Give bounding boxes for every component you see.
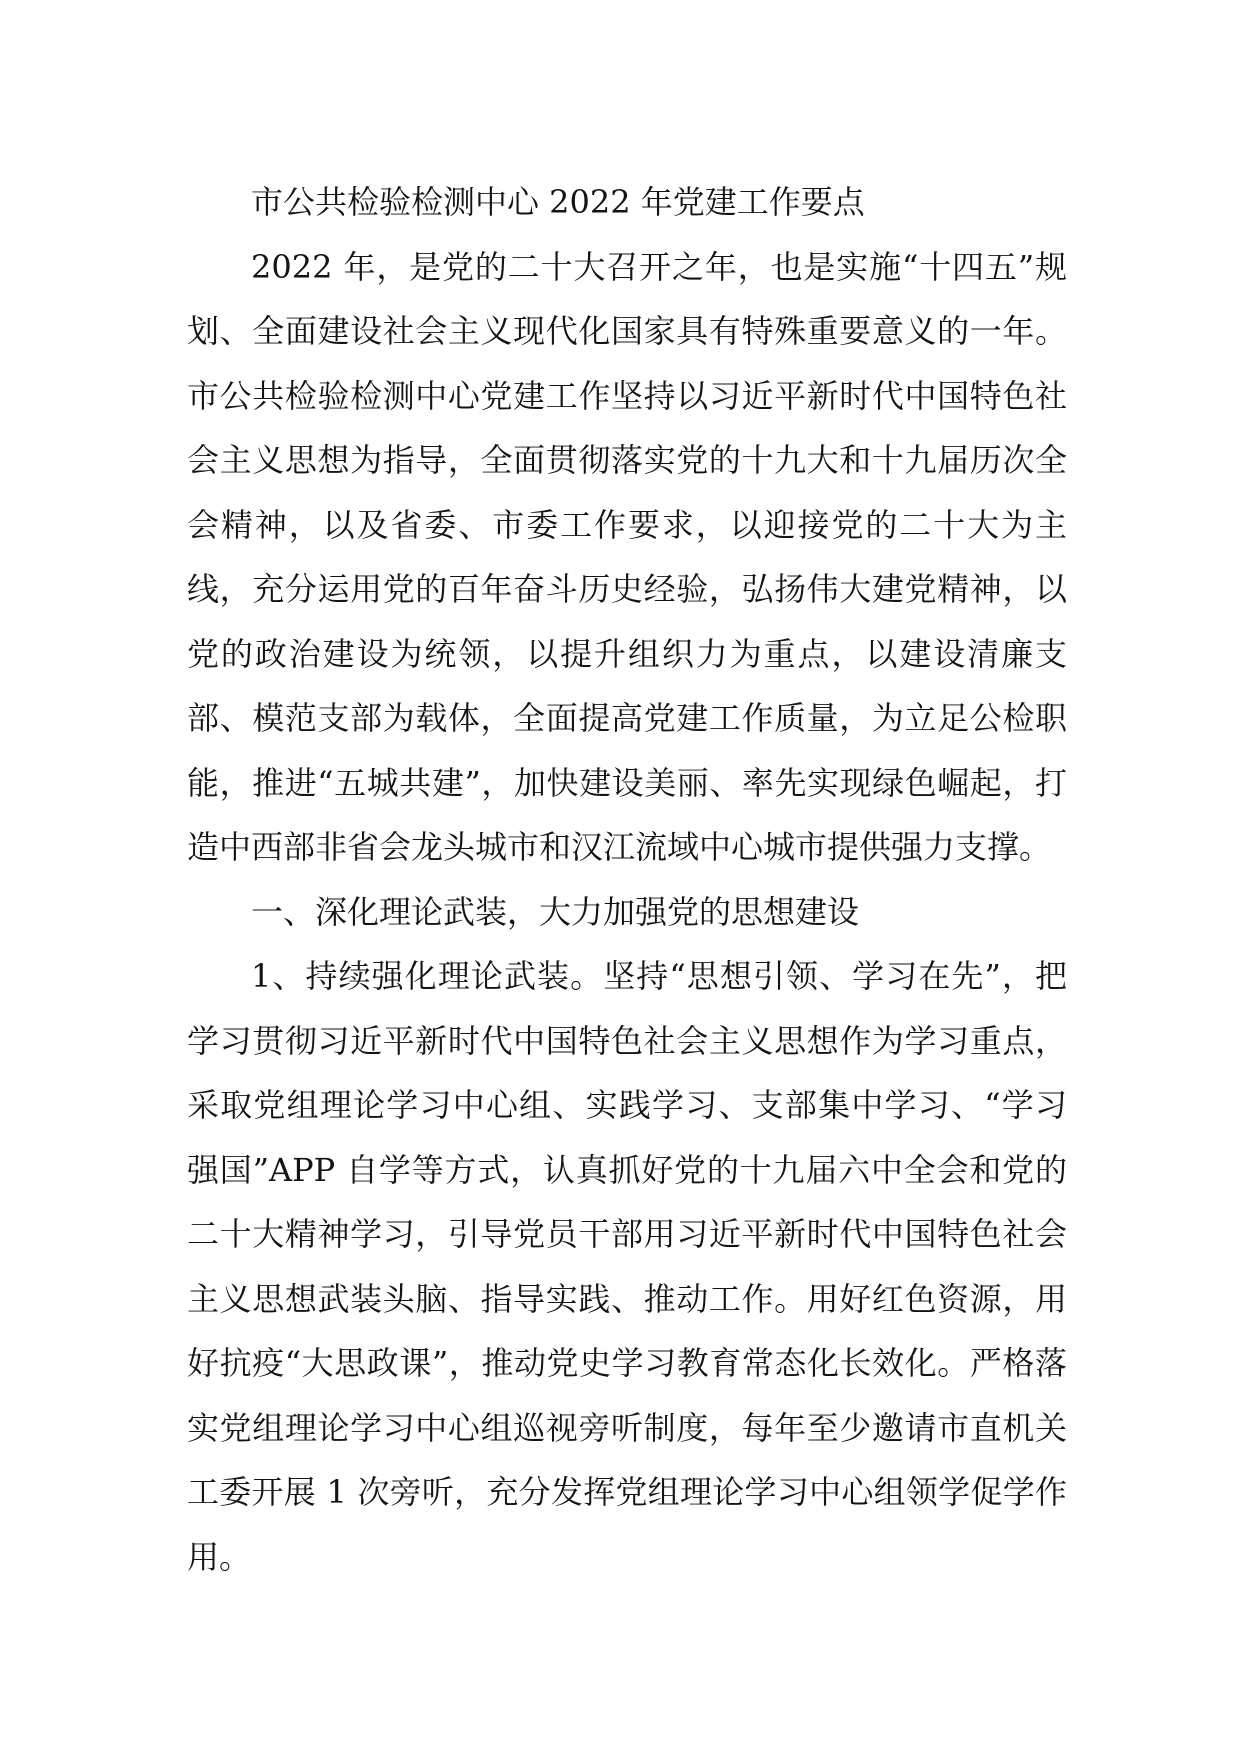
section-heading: 一、深化理论武装，大力加强党的思想建设 <box>251 892 860 931</box>
document-title: 市公共检验检测中心 2022 年党建工作要点 <box>251 183 865 221</box>
paragraph-intro: 2022 年，是党的二十大召开之年，也是实施“十四五”规划、全面建设社会主义现代化国家具有特殊重要意义的一年。市公共检验检测中心党建工作坚持以习近平新时代中国特色社会主义思想为指导，全面贯彻落实党的十九大和十九届历次全会精神，以及省委、市委工作要求，以迎接党的二十大为主线，充分运用党的百年奋斗历史经验，弘扬伟大建党精神，以党的政治建设为统领，以提升组织力为重点，以建设清廉支部、模范支部为载体，全面提高党建工作质量，为立足公检职能，推进“五城共建”，加快建设美丽、率先实现绿色崛起，打造中西部非省会龙头城市和汉江流域中心城市提供强力支撑。 <box>187 247 1067 866</box>
document-body <box>187 170 1067 1589</box>
paragraph-item-1: 1、持续强化理论武装。坚持“思想引领、学习在先”，把学习贯彻习近平新时代中国特色社会主义思想作为学习重点，采取党组理论学习中心组、实践学习、支部集中学习、“学习强国”APP 自学等方式，认真抓好党的十九届六中全会和党的二十大精神学习，引导党员干部用习近平新时代中国特色社会主义思想武装头脑、指导实践、推动工作。用好红色资源，用好抗疫“大思政课”，推动党史学习教育常态化长效化。严格落实党组理论学习中心组巡视旁听制度，每年至少邀请市直机关工委开展 1 次旁听，充分发挥党组理论学习中心组领学促学作用。 <box>187 957 1067 1576</box>
